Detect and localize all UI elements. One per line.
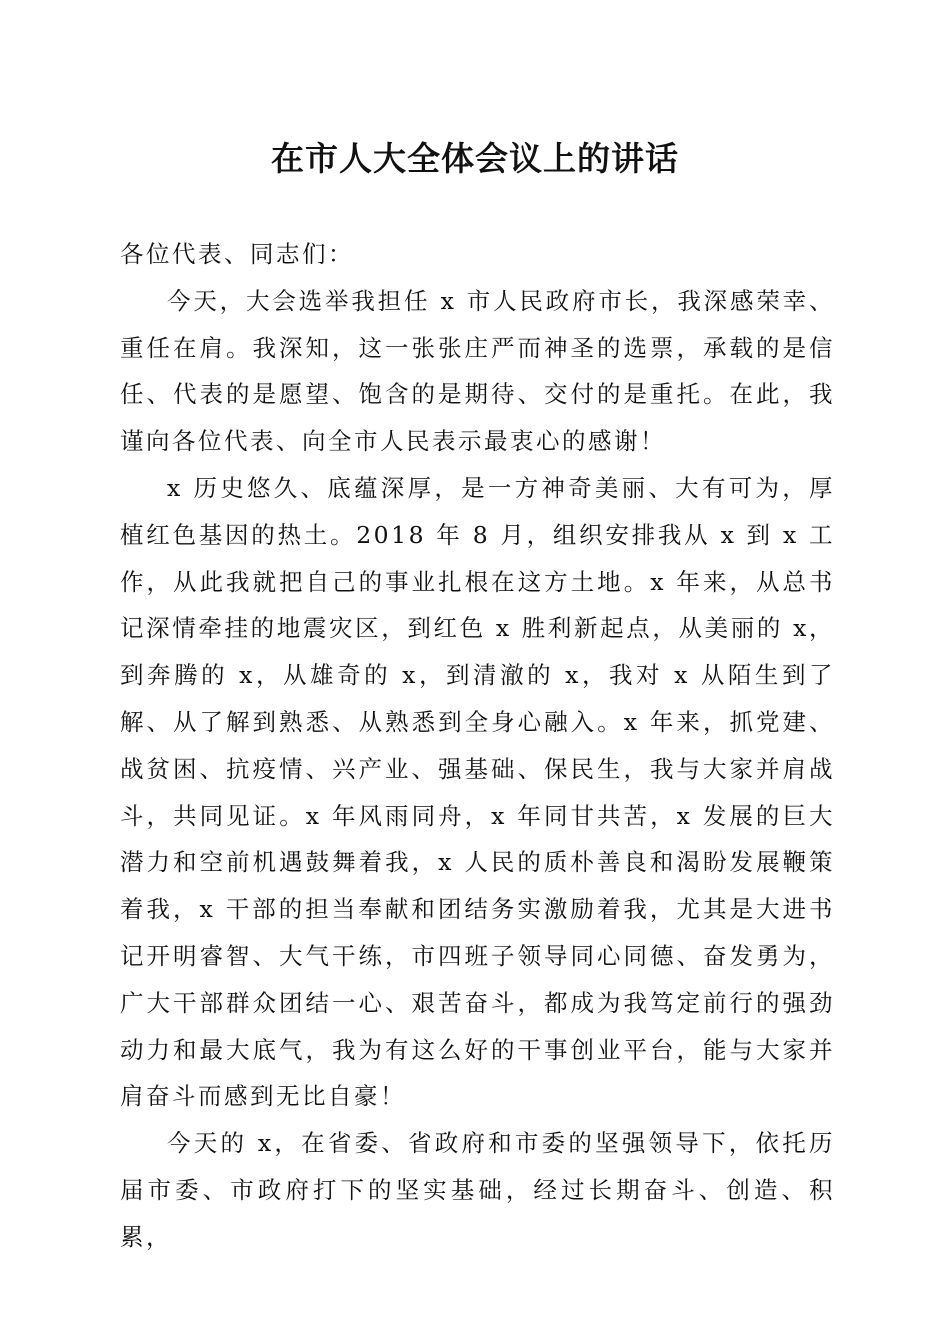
paragraph: 今天，大会选举我担任 x 市人民政府市长，我深感荣幸、重任在肩。我深知，这一张张庄严而神圣的选票，承载的是信任、代表的是愿望、饱含的是期待、交付的是重托。在此，我谨向各位代表、向全市人民表示最衷心的感谢！ [120, 286, 835, 456]
paragraph: x 历史悠久、底蕴深厚，是一方神奇美丽、大有可为，厚植红色基因的热土。2018 年 8 月，组织安排我从 x 到 x 工作，从此我就把自己的事业扎根在这方土地。x 年来，从总书记深情牵挂的地震灾区，到红色 x 胜利新起点，从美丽的 x，到奔腾的 x，从雄奇的 x，到清澈的 x，我对 x 从陌生到了解、从了解到熟悉、从熟悉到全身心融入。x 年来，抓党建、战贫困、抗疫情、兴产业、强基础、保民生，我与大家并肩战斗，共同见证。x 年风雨同舟，x 年同甘共苦，x 发展的巨大潜力和空前机遇鼓舞着我，x 人民的质朴善良和渴盼发展鞭策着我，x 干部的担当奉献和团结务实激励着我，尤其是大进书记开明睿智、大气干练，市四班子领导同心同德、奋发勇为，广大干部群众团结一心、艰苦奋斗，都成为我笃定前行的强劲动力和最大底气，我为有这么好的干事创业平台，能与大家并肩奋斗而感到无比自豪！ [120, 473, 835, 1111]
document-title: 在市人大全体会议上的讲话 [271, 139, 679, 178]
paragraph: 今天的 x，在省委、省政府和市委的坚强领导下，依托历届市委、市政府打下的坚实基础，经过长期奋斗、创造、积累， [120, 1129, 835, 1251]
salutation: 各位代表、同志们： [120, 240, 354, 268]
document-body [120, 231, 835, 1261]
